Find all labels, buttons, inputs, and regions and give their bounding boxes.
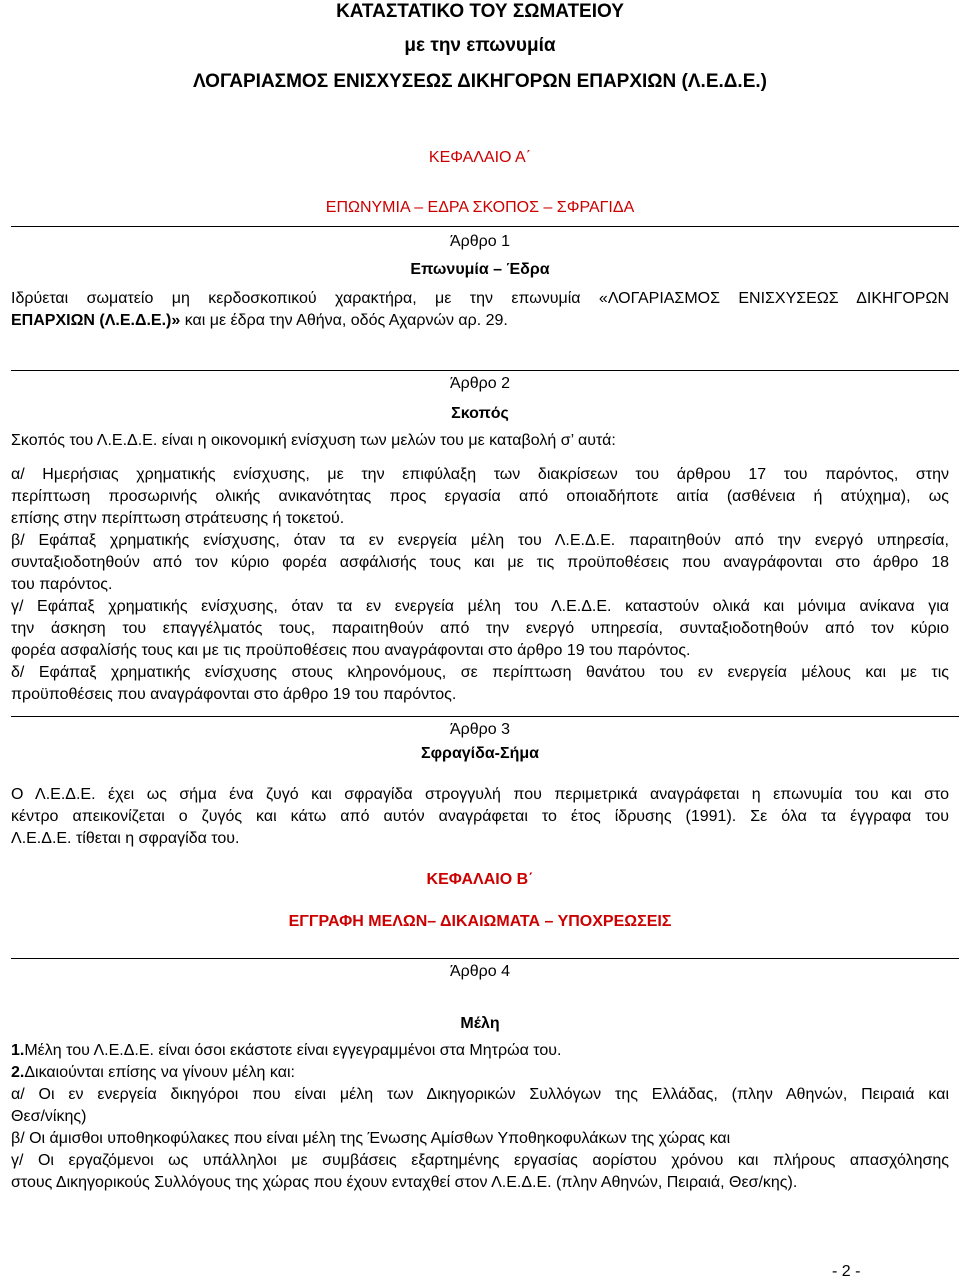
article-1-number: Άρθρο 1 (449, 233, 511, 250)
chapter-b-subtitle: ΕΓΓΡΑΦΗ ΜΕΛΩΝ– ΔΙΚΑΙΩΜΑΤΑ – ΥΠΟΧΡΕΩΣΕΙΣ (288, 913, 672, 930)
article-4-line: γ/ Οι εργαζόμενοι ως υπάλληλοι με συμβάσεις εξαρτημένης εργασίας αορίστου χρόνου και πλήρους απασχόλησης (11, 1152, 949, 1169)
article-2-intro (11, 430, 949, 452)
article-1-line-2 (11, 310, 949, 332)
article-1-address: και με έδρα την Αθήνα, οδός Αχαρνών αρ. 29. (180, 312, 508, 329)
article-1-line-1: Ιδρύεται σωματείο μη κερδοσκοπικού χαρακτήρα, με την επωνυμία «ΛΟΓΑΡΙΑΣΜΟΣ ΕΝΙΣΧΥΣΕΩΣ ΔΙΚΗΓΟΡΩΝ (11, 290, 949, 307)
chapter-b-label: ΚΕΦΑΛΑΙΟ Β΄ (426, 871, 534, 888)
article-3-divider (11, 716, 959, 717)
article-4-divider (11, 958, 959, 959)
article-2-line: φορέα ασφαλίσής τους και με τις προϋποθέσεις που αναγράφονται στο άρθρο 19 του παρόντος. (11, 642, 691, 659)
document-title-line-1: ΚΑΤΑΣΤΑΤΙΚΟ ΤΟΥ ΣΩΜΑΤΕΙΟΥ (336, 1, 624, 22)
article-1-heading: Επωνυμία – Έδρα (410, 261, 550, 278)
article-2-line: α/ Ημερήσιας χρηματικής ενίσχυσης, με την επιφύλαξη των διακρίσεων του άρθρου 17 του παρόντος, στην (11, 466, 949, 483)
article-3-line: Ο Λ.Ε.Δ.Ε. έχει ως σήμα ένα ζυγό και σφραγίδα στρογγυλή που περιμετρικά αναγράφεται η επωνυμία του και στο (11, 786, 949, 803)
article-3-number: Άρθρο 3 (449, 721, 511, 738)
page-number: - 2 - (832, 1263, 861, 1280)
article-2-line: δ/ Εφάπαξ χρηματικής ενίσχυσης στους κληρονόμους, σε περίπτωση θανάτου του εν ενεργεία μέλους και με τις (11, 664, 949, 681)
chapter-a-label: ΚΕΦΑΛΑΙΟ Α΄ (428, 149, 532, 166)
article-2-line: επίσης στην περίπτωση στράτευσης ή τοκετού. (11, 510, 345, 527)
article-2-heading: Σκοπός (451, 405, 509, 422)
article-2-body (11, 464, 949, 706)
chapter-a-subtitle: ΕΠΩΝΥΜΙΑ – ΕΔΡΑ ΣΚΟΠΟΣ – ΣΦΡΑΓΙΔΑ (325, 199, 635, 216)
article-2-line: περίπτωση προσωρινής ολικής ανικανότητας προς εργασία από οποιαδήποτε αιτία (ασθένεια ή ατύχημα), ως (11, 488, 949, 505)
article-4-number: Άρθρο 4 (449, 963, 511, 980)
article-1-name-bold: ΕΠΑΡΧΙΩΝ (Λ.Ε.Δ.Ε.)» (11, 312, 181, 329)
document-title-line-2: με την επωνυμία (404, 35, 556, 56)
article-4-item-1-text: Μέλη του Λ.Ε.Δ.Ε. είναι όσοι εκάστοτε είναι εγγεγραμμένοι στα Μητρώα του. (24, 1042, 562, 1059)
article-4-item-1-number: 1. (11, 1042, 25, 1059)
article-4-heading: Μέλη (460, 1015, 500, 1032)
article-3-line: Λ.Ε.Δ.Ε. τίθεται η σφραγίδα του. (11, 830, 240, 847)
article-2-line: γ/ Εφάπαξ χρηματικής ενίσχυσης, όταν τα εν ενεργεία μέλη του Λ.Ε.Δ.Ε. καταστούν ολικά και μόνιμα ανίκανα για (11, 598, 949, 615)
article-4-line: α/ Οι εν ενεργεία δικηγόροι που είναι μέλη των Δικηγορικών Συλλόγων της Ελλάδας, (πλην Αθηνών, Πειραιά και (11, 1086, 949, 1103)
article-3-heading: Σφραγίδα-Σήμα (421, 745, 539, 762)
article-2-line: προϋποθέσεις που αναγράφονται στο άρθρο 19 του παρόντος. (11, 686, 457, 703)
article-4-body (11, 1040, 949, 1194)
document-title-line-3: ΛΟΓΑΡΙΑΣΜΟΣ ΕΝΙΣΧΥΣΕΩΣ ΔΙΚΗΓΟΡΩΝ ΕΠΑΡΧΙΩΝ (Λ.Ε.Δ.Ε.) (193, 71, 767, 92)
article-4-line: Θεσ/νίκης) (11, 1108, 87, 1125)
article-2-line: την άσκηση του επαγγέλματός τους, παραιτηθούν από την ενεργό υπηρεσία, συνταξιοδοτηθούν από τον κύριο (11, 620, 949, 637)
article-4-item-2 (11, 1062, 949, 1084)
article-2-intro-line: Σκοπός του Λ.Ε.Δ.Ε. είναι η οικονομική ενίσχυση των μελών του με καταβολή σ’ αυτά: (11, 432, 616, 449)
article-4-line: στους Δικηγορικούς Συλλόγους της χώρας που έχουν ενταχθεί στον Λ.Ε.Δ.Ε. (πλην Αθηνών, Πειραιά, Θεσ/κης). (11, 1174, 798, 1191)
article-4-item-2-text: Δικαιούνται επίσης να γίνουν μέλη και: (24, 1064, 295, 1081)
article-2-number: Άρθρο 2 (449, 375, 511, 392)
article-4-item-2-number: 2. (11, 1064, 25, 1081)
article-1-text (11, 288, 949, 332)
article-2-line: του παρόντος. (11, 576, 113, 593)
article-2-line: συνταξιοδοτηθούν από τον κύριο φορέα ασφάλισής τους και με τις προϋποθέσεις που αναγράφονται στο άρθρο 18 (11, 554, 949, 571)
article-2-line: β/ Εφάπαξ χρηματικής ενίσχυσης, όταν τα εν ενεργεία μέλη του Λ.Ε.Δ.Ε. παραιτηθούν από την ενεργό υπηρεσία, (11, 532, 949, 549)
article-4-item-1 (11, 1040, 949, 1062)
article-3-line: κέντρο απεικονίζεται ο ζυγός και κάτω από αυτόν αναγράφεται το έτος ίδρυσης (1991). Σε όλα τα έγγραφα του (11, 808, 949, 825)
article-3-body (11, 784, 949, 850)
article-1-divider (11, 226, 959, 227)
article-2-divider (11, 370, 959, 371)
article-4-line: β/ Οι άμισθοι υποθηκοφύλακες που είναι μέλη της Ένωσης Αμίσθων Υποθηκοφυλάκων της χώρας και (11, 1130, 731, 1147)
